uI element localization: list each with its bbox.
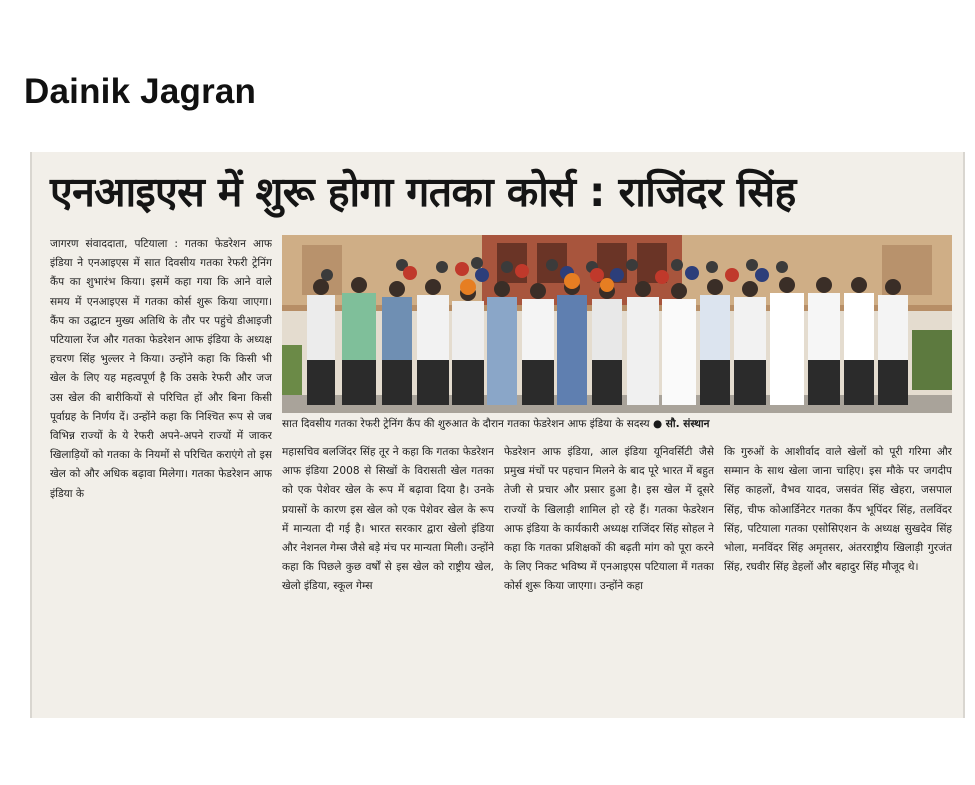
headline: एनआइएस में शुरू होगा गतका कोर्स : राजिंदर सिंह [50,168,796,216]
article-column-3: फेडरेशन आफ इंडिया, आल इंडिया यूनिवर्सिटी जैसे प्रमुख मंचों पर पहचान मिलने के बाद पूरे भारत में बहुत तेजी से प्रचार और प्रसार हुआ है। इस खेल में दूसरे राज्यों के खिलाड़ी शामिल हो रहे हैं। गतका फेडरेशन आफ इंडिया के कार्यकारी अध्यक्ष राजिंदर सिंह सोहल ने कहा कि गतका प्रशिक्षकों की बढ़ती मांग को पूरा करने के लिए निकट भविष्य में एनआइएस पटियाला में गतका कोर्स शुरू किया जाएगा। उन्होंने कहा [504,446,714,593]
photo-credit: ● सौ. संस्थान [652,418,710,430]
group-photo [282,235,952,413]
article-column-4: कि गुरुओं के आशीर्वाद वाले खेलों को पूरी गरिमा और सम्मान के साथ खेला जाना चाहिए। इस मौके पर जगदीप सिंह काहलों, वैभव यादव, जसवंत सिंह खेहरा, जसपाल सिंह, चीफ कोआर्डिनेटर गतका कैंप भूपिंदर सिंह, तलविंदर सिंह, पटियाला गतका एसोसिएशन के अध्यक्ष सुखदेव सिंह भोला, मनविंदर सिंह अमृतसर, अंतरराष्ट्रीय खिलाड़ी गुरजंत सिंह, रघवीर सिंह डेहलों और बहादुर सिंह मौजूद थे। [724,446,952,574]
newspaper-clipping [30,152,965,718]
photo-caption [282,416,952,432]
article-column-2: महासचिव बलजिंदर सिंह तूर ने कहा कि गतका फेडरेशन आफ इंडिया 2008 से सिखों के विरासती खेल गतका को एक पेशेवर खेल के रूप में बढ़ावा दिया है। उनके प्रयासों के कारण इस खेल को एक पेशेवर खेल के रूप में मान्यता दी गई है। भारत सरकार द्वारा खेलो इंडिया और नेशनल गेम्स जैसे बड़े मंच पर मान्यता मिली। उन्होंने कहा कि पिछले कुछ वर्षों से इस खेल को राष्ट्रीय खेल, खेलो इंडिया, स्कूल गेम्स [282,446,494,593]
article-column-1: जागरण संवाददाता, पटियाला : गतका फेडरेशन आफ इंडिया ने एनआइएस में सात दिवसीय गतका रेफरी ट्रेनिंग कैंप का शुभारंभ किया। इसमें कहा गया कि आने वाले समय में एनआइएस में गतका कोर्स शुरू किया जाएगा। कैंप का उद्घाटन मुख्य अतिथि के तौर पर पहुंचे डीआइजी पटियाला रेंज और गतका फेडरेशन आफ इंडिया के अध्यक्ष हचरण सिंह भुल्लर ने किया। उन्होंने कहा कि किसी भी खेल के लिए यह महत्वपूर्ण है कि उसके रेफरी और जज उस खेल की बारीकियों से परिचित हों और बिना किसी पूर्वाग्रह के निर्णय दें। उन्होंने कहा कि निश्चित रूप से जब विभिन्न राज्यों के ये रेफरी अपने-अपने राज्यों में जाकर खिलाड़ियों को गतका के नियमों से परिचित कराएंगे तो इस खेल को और अधिक बढ़ावा मिलेगा। गतका फेडरेशन आफ इंडिया के [50,238,272,500]
caption-text: सात दिवसीय गतका रेफरी ट्रेनिंग कैंप की शुरुआत के दौरान गतका फेडरेशन आफ इंडिया के सदस्य [282,418,650,430]
publication-name: Dainik Jagran [24,72,257,111]
